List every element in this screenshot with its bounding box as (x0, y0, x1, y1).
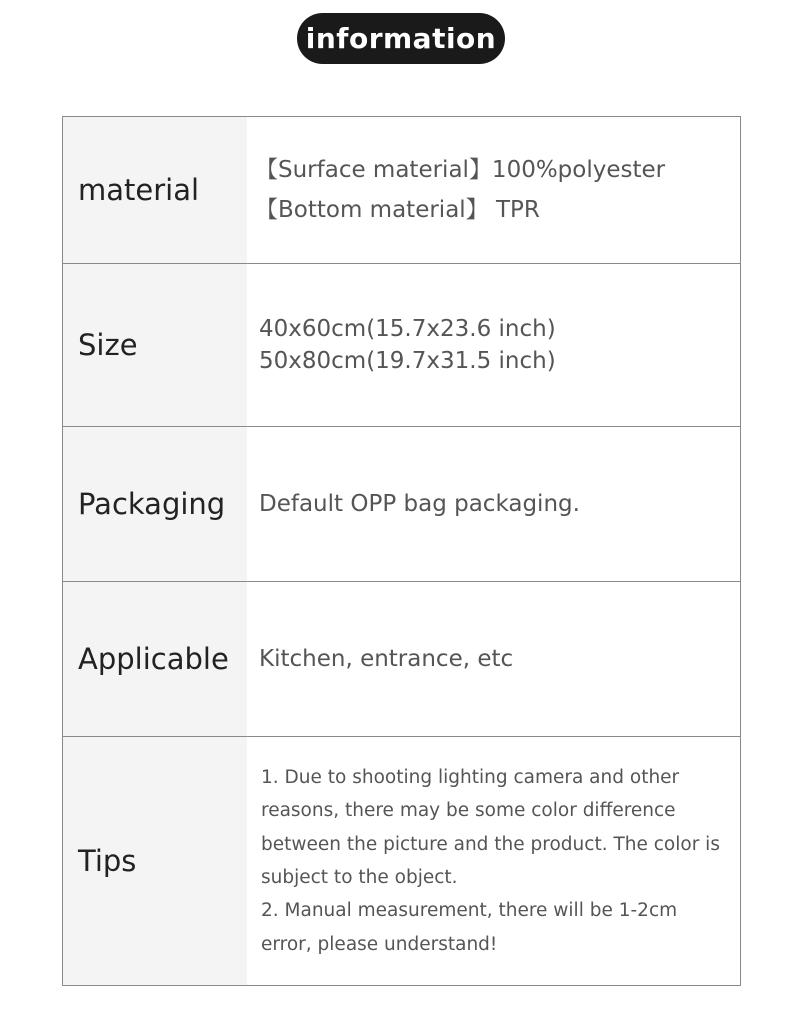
value-line: reasons, there may be some color difference (261, 800, 676, 822)
row-value-applicable (247, 582, 740, 736)
value-line: 【Surface material】100%polyester (255, 157, 666, 183)
table-row-tips (63, 737, 740, 986)
value-line: 1. Due to shooting lighting camera and other (261, 767, 680, 789)
value-line: 【Bottom material】 TPR (255, 197, 540, 223)
row-label-applicable: Applicable (63, 582, 247, 736)
row-label-material: material (63, 117, 247, 263)
row-value-size (247, 264, 740, 426)
row-label-packaging: Packaging (63, 427, 247, 581)
value-line: Default OPP bag packaging. (259, 491, 580, 517)
value-line: subject to the object. (261, 867, 458, 888)
table-row-size (63, 264, 740, 427)
value-line: error, please understand! (261, 933, 498, 955)
value-line: 2. Manual measurement, there will be 1-2cm (261, 900, 678, 922)
section-title-badge: information (297, 13, 505, 64)
row-value-tips (247, 737, 740, 985)
table-row-applicable (63, 582, 740, 737)
value-line: between the picture and the product. The color is (261, 833, 720, 855)
row-value-material (247, 117, 740, 263)
value-line: 40x60cm(15.7x23.6 inch) (259, 316, 556, 342)
info-table (62, 116, 741, 986)
value-line: 50x80cm(19.7x31.5 inch) (259, 348, 556, 374)
row-label-size: Size (63, 264, 247, 426)
row-label-tips: Tips (63, 737, 247, 985)
value-line: Kitchen, entrance, etc (259, 646, 514, 672)
row-value-packaging (247, 427, 740, 581)
table-row-material (63, 117, 740, 264)
table-row-packaging (63, 427, 740, 582)
